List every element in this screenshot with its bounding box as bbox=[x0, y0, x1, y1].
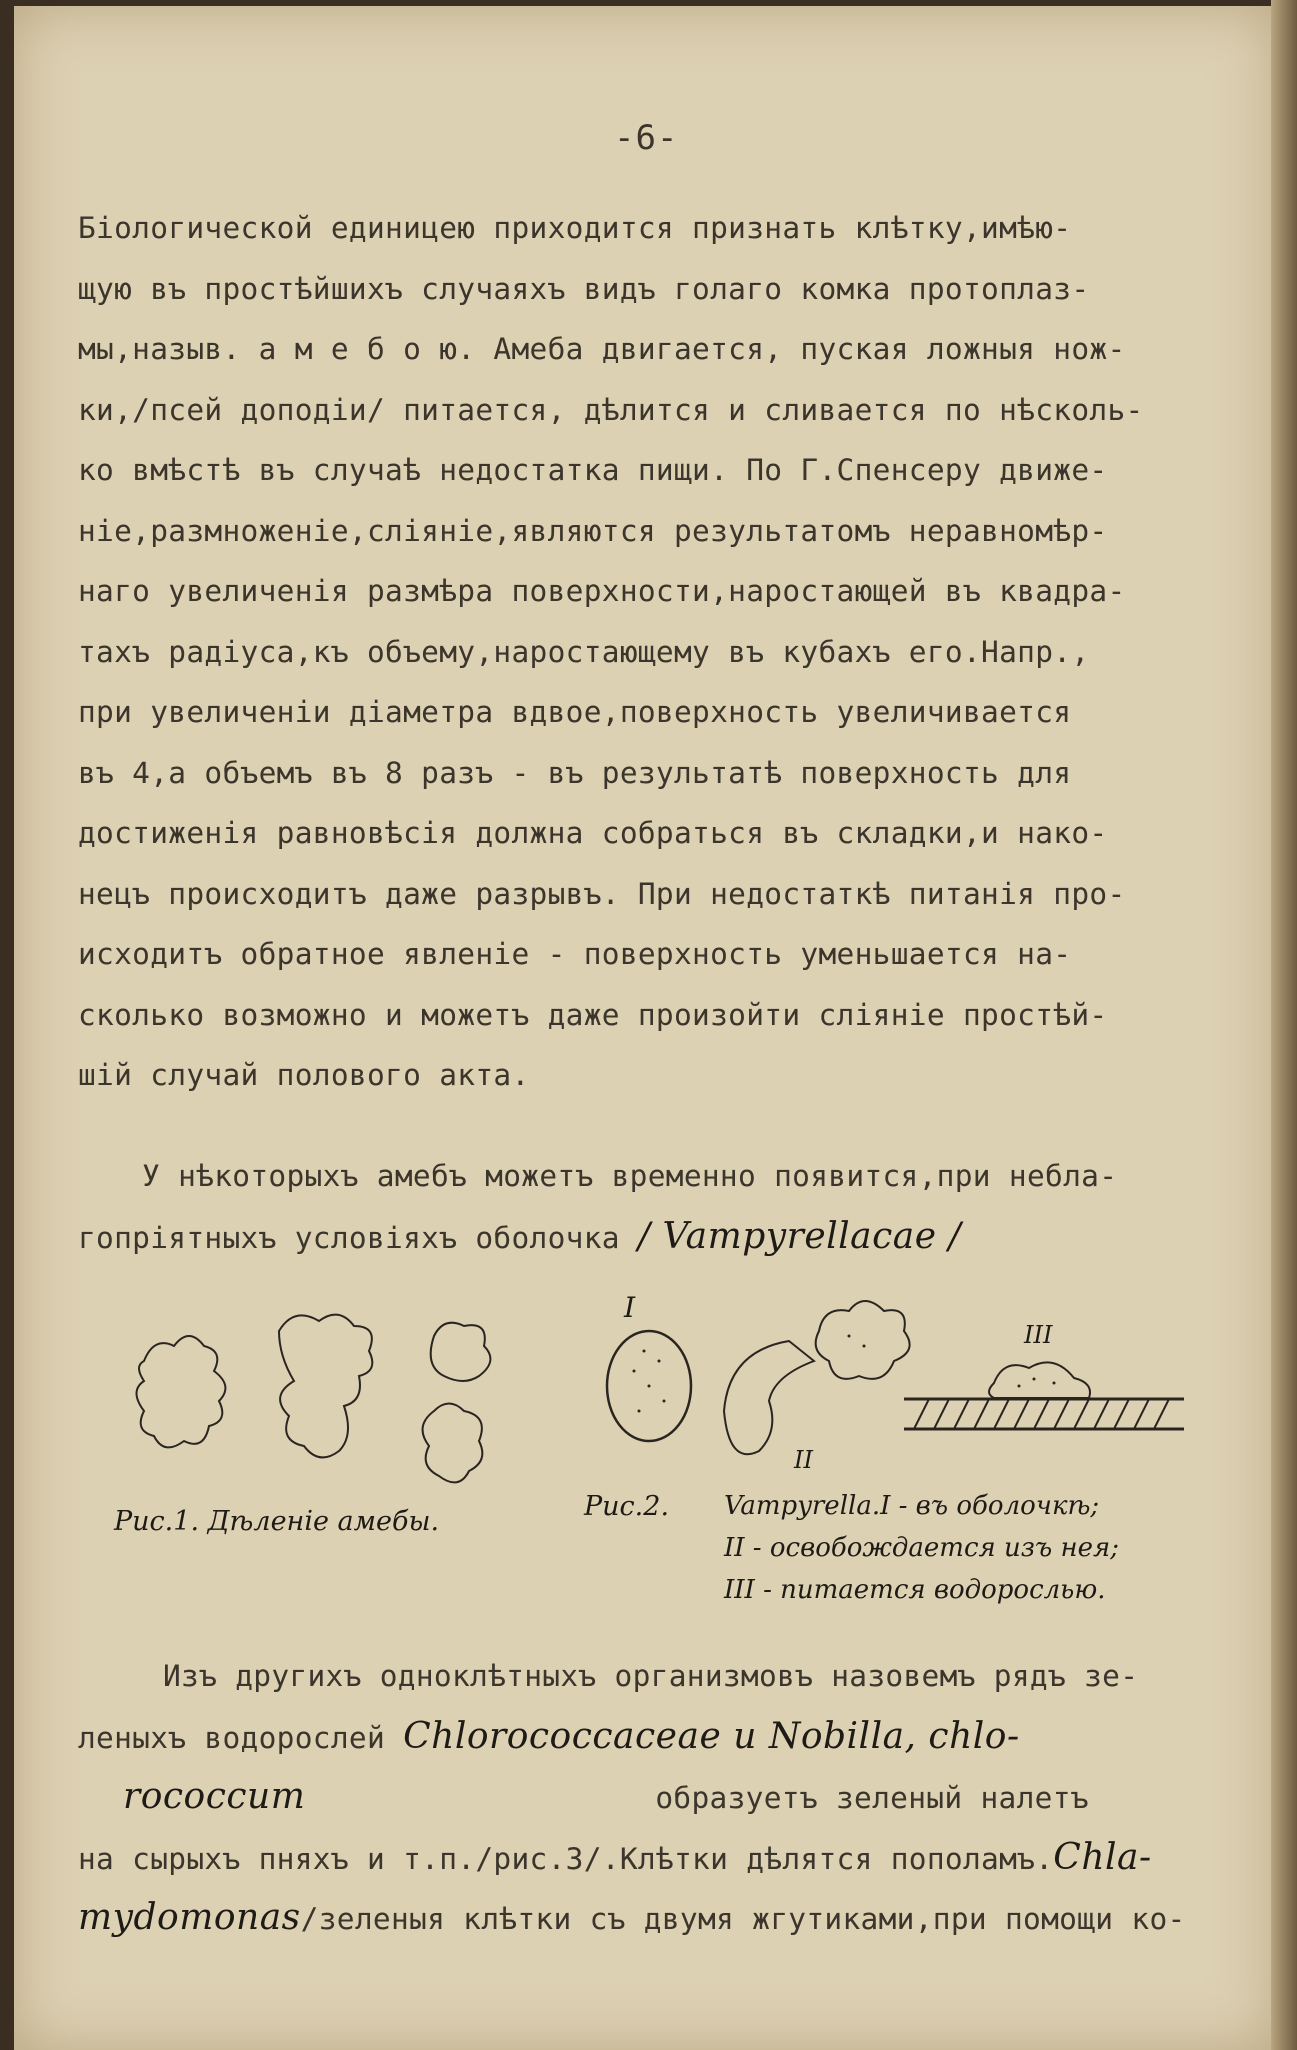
text-line bbox=[78, 1828, 1268, 1889]
book-binding-edge bbox=[1271, 0, 1297, 2050]
amoeba-drawing-1 bbox=[137, 1336, 226, 1447]
algae-hatching bbox=[914, 1399, 1169, 1429]
page-number: -6- bbox=[614, 118, 679, 158]
feeding-vampyrella bbox=[989, 1362, 1090, 1398]
text-line: ніе,размноженіе,сліяніе,являются результатомъ неравномѣр- bbox=[78, 513, 1108, 548]
typed-text: образуетъ зеленый налетъ bbox=[655, 1781, 1089, 1815]
typed-text: /зеленыя клѣтки съ двумя жгутиками,при помощи ко- bbox=[300, 1902, 1186, 1936]
text-line: У нѣкоторыхъ амебъ можетъ временно появится,при небла- bbox=[142, 1159, 1118, 1193]
roman-label-1: I bbox=[624, 1291, 636, 1324]
text-line: наго увеличенія размѣра поверхности,наростающей въ квадра- bbox=[78, 574, 1126, 608]
text-line: исходитъ обратное явленіе - поверхность уменьшается на- bbox=[78, 937, 1072, 971]
text-line bbox=[78, 1707, 1268, 1768]
document-page bbox=[14, 6, 1276, 2050]
figures-area bbox=[104, 1291, 1204, 1621]
text-line: въ 4,а объемъ въ 8 разъ - въ результатѣ поверхность для bbox=[78, 755, 1072, 790]
text-line: нецъ происходитъ даже разрывъ. При недостаткѣ питанія про- bbox=[78, 876, 1126, 911]
amoeba-drawing-3 bbox=[423, 1323, 491, 1483]
text-line bbox=[78, 1767, 1268, 1828]
text-line: Біологической единицею приходится признать клѣтку,имѣю- bbox=[78, 211, 1072, 245]
handwritten-note: mydomonas bbox=[78, 1897, 301, 1938]
paragraph-algae bbox=[78, 1646, 1268, 1949]
paragraph-amoeba bbox=[78, 198, 1268, 1106]
text-line: тахъ радіуса,къ объему,наростающему въ кубахъ его.Напр., bbox=[78, 634, 1090, 669]
text-line: ко вмѣстѣ въ случаѣ недостатка пищи. По Г.Спенсеру движе- bbox=[78, 453, 1108, 487]
text-line: Изъ другихъ одноклѣтныхъ организмовъ назовемъ рядъ зе- bbox=[163, 1659, 1139, 1693]
handwritten-note: Chla- bbox=[1053, 1836, 1152, 1878]
text-line: шій случай полового акта. bbox=[78, 1058, 530, 1092]
text-line: щую въ простѣйшихъ случаяхъ видъ голаго комка протоплаз- bbox=[78, 271, 1090, 306]
figure-2-caption-line: II - освобождается изъ нея; bbox=[724, 1533, 1120, 1563]
text-line: ки,/псей доподіи/ питается, дѣлится и сливается по нѣсколь- bbox=[78, 392, 1144, 427]
emerging-vampyrella bbox=[724, 1341, 814, 1454]
text-line: достиженія равновѣсія должна собраться въ складки,и нако- bbox=[78, 816, 1108, 850]
roman-label-3: III bbox=[1024, 1321, 1053, 1349]
text-line: сколько возможно и можетъ даже произойти сліяніе простѣй- bbox=[78, 997, 1108, 1032]
typed-text: леныхъ водорослей bbox=[78, 1720, 386, 1755]
handwritten-note: / Vampyrellacae / bbox=[637, 1215, 962, 1257]
text-line bbox=[78, 1207, 1268, 1268]
handwritten-note: Chlorococcaceae и Nobilla, chlo- bbox=[403, 1715, 1020, 1757]
figure-2-label: Рис.2. bbox=[584, 1491, 670, 1522]
roman-label-2: II bbox=[794, 1446, 813, 1474]
typed-text: на сырыхъ пняхъ и т.п./рис.3/.Клѣтки дѣлятся пополамъ. bbox=[78, 1841, 1054, 1876]
stipple-dots bbox=[633, 1335, 1056, 1413]
text-line bbox=[78, 1888, 1268, 1949]
figure-2-caption-line: Vampyrella.I - въ оболочкѣ; bbox=[724, 1491, 1100, 1521]
text-line: при увеличеніи діаметра вдвое,поверхность увеличивается bbox=[78, 695, 1072, 729]
figure-2-caption-line: III - питается водорослью. bbox=[724, 1575, 1106, 1605]
typed-text: гопріятныхъ условіяхъ оболочка bbox=[78, 1220, 620, 1255]
handwritten-note: rococcum bbox=[123, 1776, 306, 1817]
free-vampyrella bbox=[816, 1301, 910, 1379]
paragraph-vampyrella bbox=[78, 1146, 1268, 1267]
amoeba-drawing-2 bbox=[279, 1315, 372, 1458]
text-line: мы,назыв. а м е б о ю. Амеба двигается, пуская ложныя нож- bbox=[78, 332, 1126, 366]
figure-1-caption: Рис.1. Дѣленіе амебы. bbox=[114, 1506, 440, 1537]
